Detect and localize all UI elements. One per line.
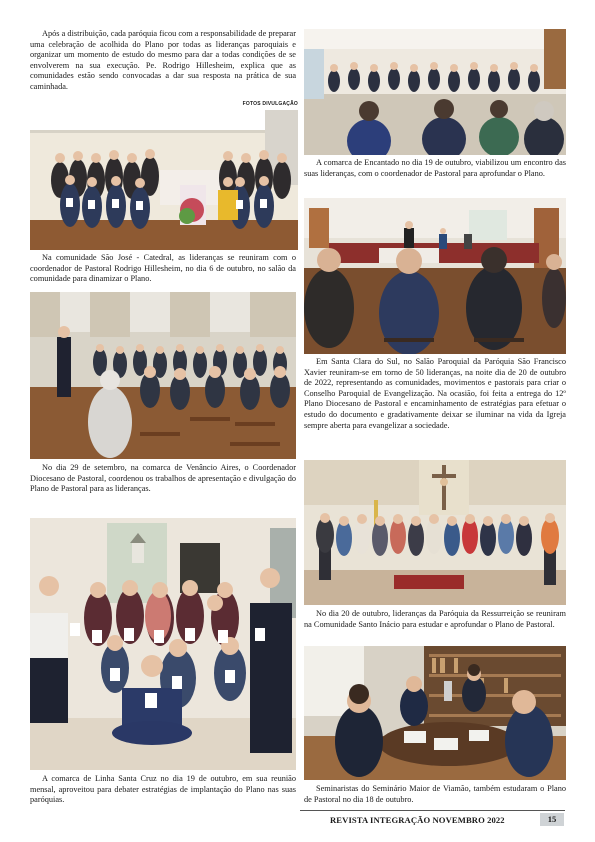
photo-linha-santa-cruz-group xyxy=(30,518,296,770)
photo-catedral-group xyxy=(30,110,298,250)
photo-seminario-viamao xyxy=(304,646,566,780)
photo-ressurreicao-group xyxy=(304,460,566,605)
page-number: 15 xyxy=(540,813,564,826)
caption-encantado: A comarca de Encantado no dia 19 de outubro, viabilizou um encontro das suas lideranças, com o coordenador de Pastoral para aprofundar o Plano. xyxy=(304,158,566,178)
caption-linha-santa-cruz: A comarca de Linha Santa Cruz no dia 19 de outubro, em sua reunião mensal, aproveitou para debater estratégias de implantação do Plano nas suas paróquias. xyxy=(30,774,296,805)
photo-venancio-aires-meeting xyxy=(30,292,296,459)
caption-catedral: Na comunidade São José - Catedral, as lideranças se reuniram com o coordenador de Pastoral Rodrigo Hillesheim, no dia 6 de outubro, no salão da comunidade para dinamizar o Plano. xyxy=(30,253,296,284)
photo-encantado-meeting xyxy=(304,29,566,155)
caption-seminario-viamao: Seminaristas do Seminário Maior de Viamão, também estudaram o Plano de Pastoral no dia 18 de outubro. xyxy=(304,784,566,804)
photo-santa-clara-do-sul-hall xyxy=(304,198,566,354)
caption-venancio-aires: No dia 29 de setembro, na comarca de Venâncio Aires, o Coordenador Diocesano de Pastoral, coordenou os trabalhos de apresentação e divulgação do Plano de Pastoral para as lideranças. xyxy=(30,463,296,494)
footer-divider xyxy=(300,810,565,811)
caption-ressurreicao: No dia 20 de outubro, lideranças da Paróquia da Ressurreição se reuniram na Comunidade Santo Inácio para estudar e aprofundar o Plano de Pastoral. xyxy=(304,609,566,629)
page-margin-strip xyxy=(0,0,14,842)
photo-credit: FOTOS DIVULGAÇÃO xyxy=(242,101,298,107)
footer-magazine-title: REVISTA INTEGRAÇÃO NOVEMBRO 2022 xyxy=(330,815,505,825)
caption-santa-clara-do-sul: Em Santa Clara do Sul, no Salão Paroquial da Paróquia São Francisco Xavier reuniram-se em torno de 50 lideranças, na noite dia de 20 de outubro de 2022, representando as comunidades, movimentos e pastorais para criar o Conselho Paroquial de Evangelização. Na ocasião, foi feita a entrega do 12º Plano Diocesano de Pastoral e encaminhamento de estratégias para efetuar o estudo do documento e gradativamente deixar se iluminar na vida da Igreja sempre aberta para evangelizar a sociedade. xyxy=(304,357,566,430)
intro-paragraph: Após a distribuição, cada paróquia ficou com a responsabilidade de preparar uma celebração de acolhida do Plano por todas as lideranças paroquiais e organizar um momento de estudo do mesmo para dar a todas condições de se envolverem na sua execução. Pe. Rodrigo Hillesheim, explica que as comunidades estão sendo convocadas a dar sua resposta na prática de sua caminhada. xyxy=(30,29,296,91)
